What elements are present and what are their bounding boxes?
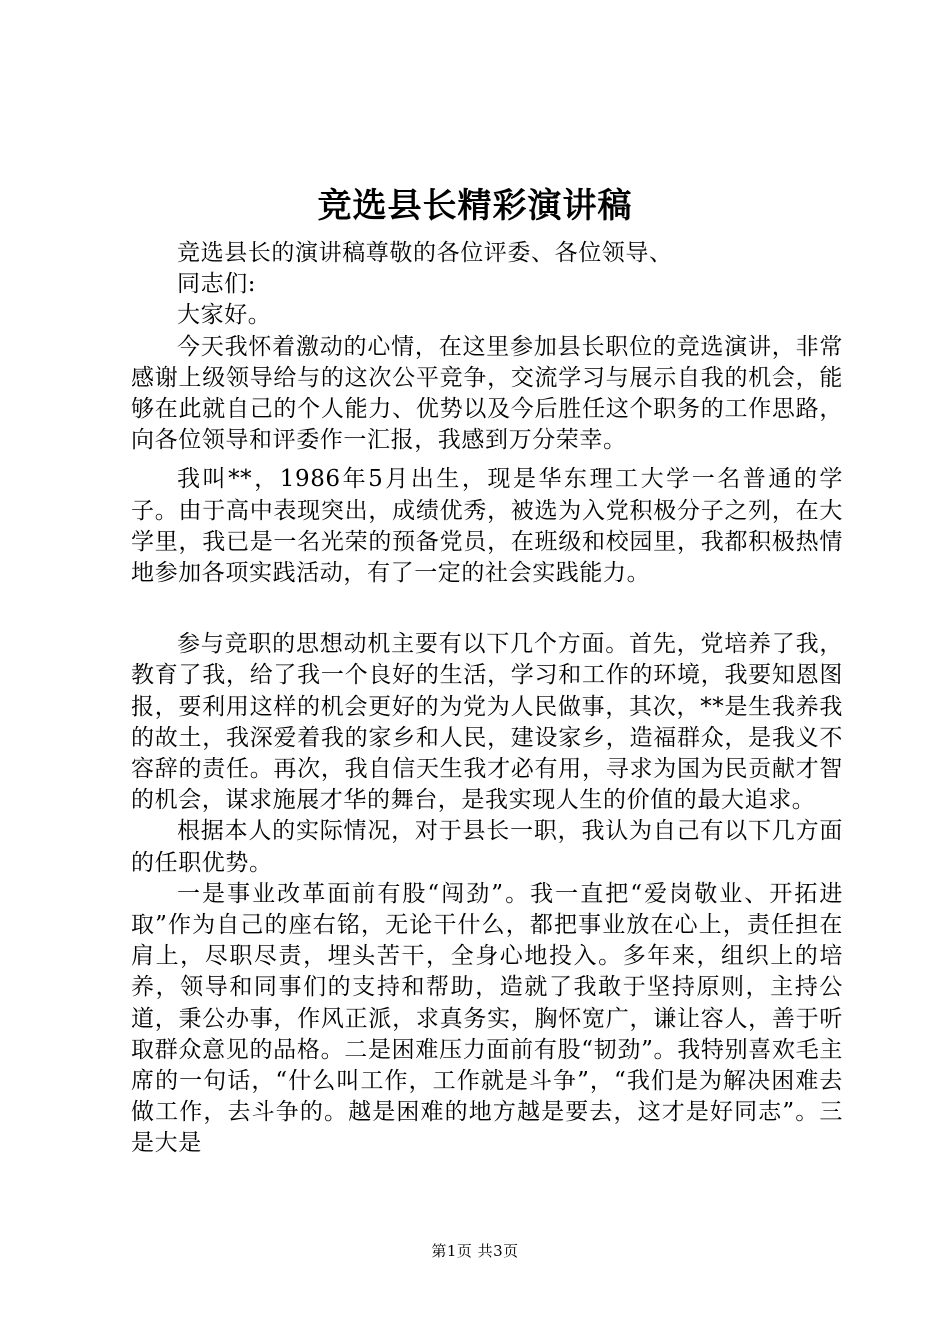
paragraph-advantages: 一是事业改革面前有股“闯劲”。我一直把“爱岗敬业、开拓进取”作为自己的座右铭，无论干什么，都把事业放在心上，责任担在肩上，尽职尽责，埋头苦干，全身心地投入。多年来，组织上的培养，领导和同事们的支持和帮助，造就了我敢于坚持原则，主持公道，秉公办事，作风正派，求真务实，胸怀宽广，谦让容人，善于听取群众意见的品格。二是困难压力面前有股“韧劲”。我特别喜欢毛主席的一句话，“什么叫工作，工作就是斗争”，“我们是为解决困难去做工作，去斗争的。越是困难的地方越是要去，这才是好同志”。三是大是 — [131, 880, 843, 1157]
paragraph-advantages-intro: 根据本人的实际情况，对于县长一职，我认为自己有以下几方面的任职优势。 — [131, 818, 843, 876]
document-title: 竞选县长精彩演讲稿 — [317, 186, 633, 226]
greeting: 大家好。 — [177, 302, 272, 329]
page-footer: 第1页 共3页 — [431, 1242, 519, 1260]
salutation-comrades: 同志们: — [177, 271, 257, 298]
salutation-line: 竞选县长的演讲稿尊敬的各位评委、各位领导、 — [177, 240, 673, 266]
paragraph-self-introduction: 我叫**，1986年5月出生，现是华东理工大学一名普通的学子。由于高中表现突出，成绩优秀，被选为入党积极分子之列，在大学里，我已是一名光荣的预备党员，在班级和校园里，我都积极热情地参加各项实践活动，有了一定的社会实践能力。 — [131, 466, 843, 587]
paragraph-intro: 今天我怀着激动的心情，在这里参加县长职位的竞选演讲，非常感谢上级领导给与的这次公平竞争，交流学习与展示自我的机会，能够在此就自己的个人能力、优势以及今后胜任这个职务的工作思路，向各位领导和评委作一汇报，我感到万分荣幸。 — [131, 333, 843, 454]
paragraph-motivation: 参与竞职的思想动机主要有以下几个方面。首先，党培养了我，教育了我，给了我一个良好的生活，学习和工作的环境，我要知恩图报，要利用这样的机会更好的为党为人民做事，其次，**是生我养我的故土，我深爱着我的家乡和人民，建设家乡，造福群众，是我义不容辞的责任。再次，我自信天生我才必有用，寻求为国为民贡献才智的机会，谋求施展才华的舞台，是我实现人生的价值的最大追求。 — [131, 631, 843, 814]
document-body — [131, 238, 843, 1160]
